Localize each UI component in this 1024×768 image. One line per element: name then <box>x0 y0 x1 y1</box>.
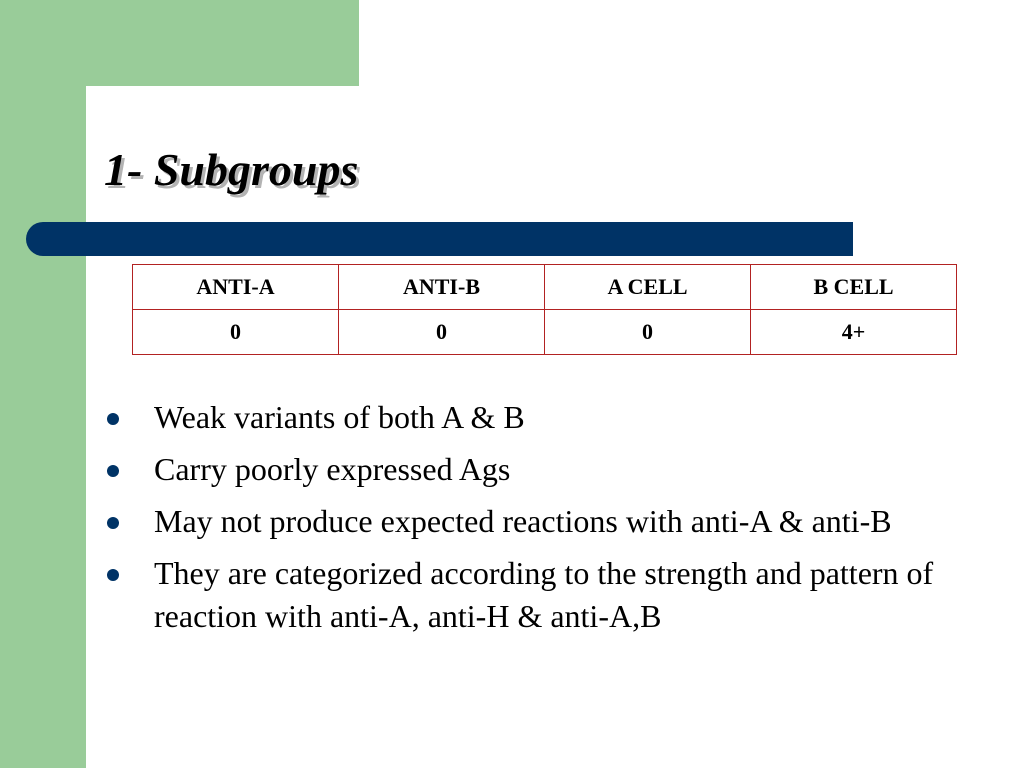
bullet-list <box>104 396 984 647</box>
bullet-dot-icon <box>107 413 119 425</box>
bullet-text: May not produce expected reactions with anti-A & anti-B <box>154 503 892 539</box>
bullet-text: Carry poorly expressed Ags <box>154 451 511 487</box>
slide-title: 1- Subgroups <box>104 144 359 195</box>
green-top-decoration <box>0 0 359 86</box>
list-item <box>104 500 984 543</box>
table-cell: 4+ <box>751 310 957 355</box>
list-item <box>104 396 984 439</box>
green-sidebar-decoration <box>0 0 86 768</box>
list-item <box>104 552 984 638</box>
bullet-text: Weak variants of both A & B <box>154 399 525 435</box>
table-header-cell: A CELL <box>545 265 751 310</box>
reaction-table <box>132 264 957 355</box>
table-header-cell: B CELL <box>751 265 957 310</box>
table-header-cell: ANTI-B <box>339 265 545 310</box>
table-cell: 0 <box>133 310 339 355</box>
table-header-cell: ANTI-A <box>133 265 339 310</box>
bullet-dot-icon <box>107 517 119 529</box>
table-row <box>133 310 957 355</box>
table-cell: 0 <box>545 310 751 355</box>
table-header-row <box>133 265 957 310</box>
table-cell: 0 <box>339 310 545 355</box>
bullet-dot-icon <box>107 465 119 477</box>
title-underline-bar <box>26 222 853 256</box>
bullet-dot-icon <box>107 569 119 581</box>
list-item <box>104 448 984 491</box>
bullet-text: They are categorized according to the strength and pattern of reaction with anti-A, anti-H & anti-A,B <box>154 555 934 634</box>
